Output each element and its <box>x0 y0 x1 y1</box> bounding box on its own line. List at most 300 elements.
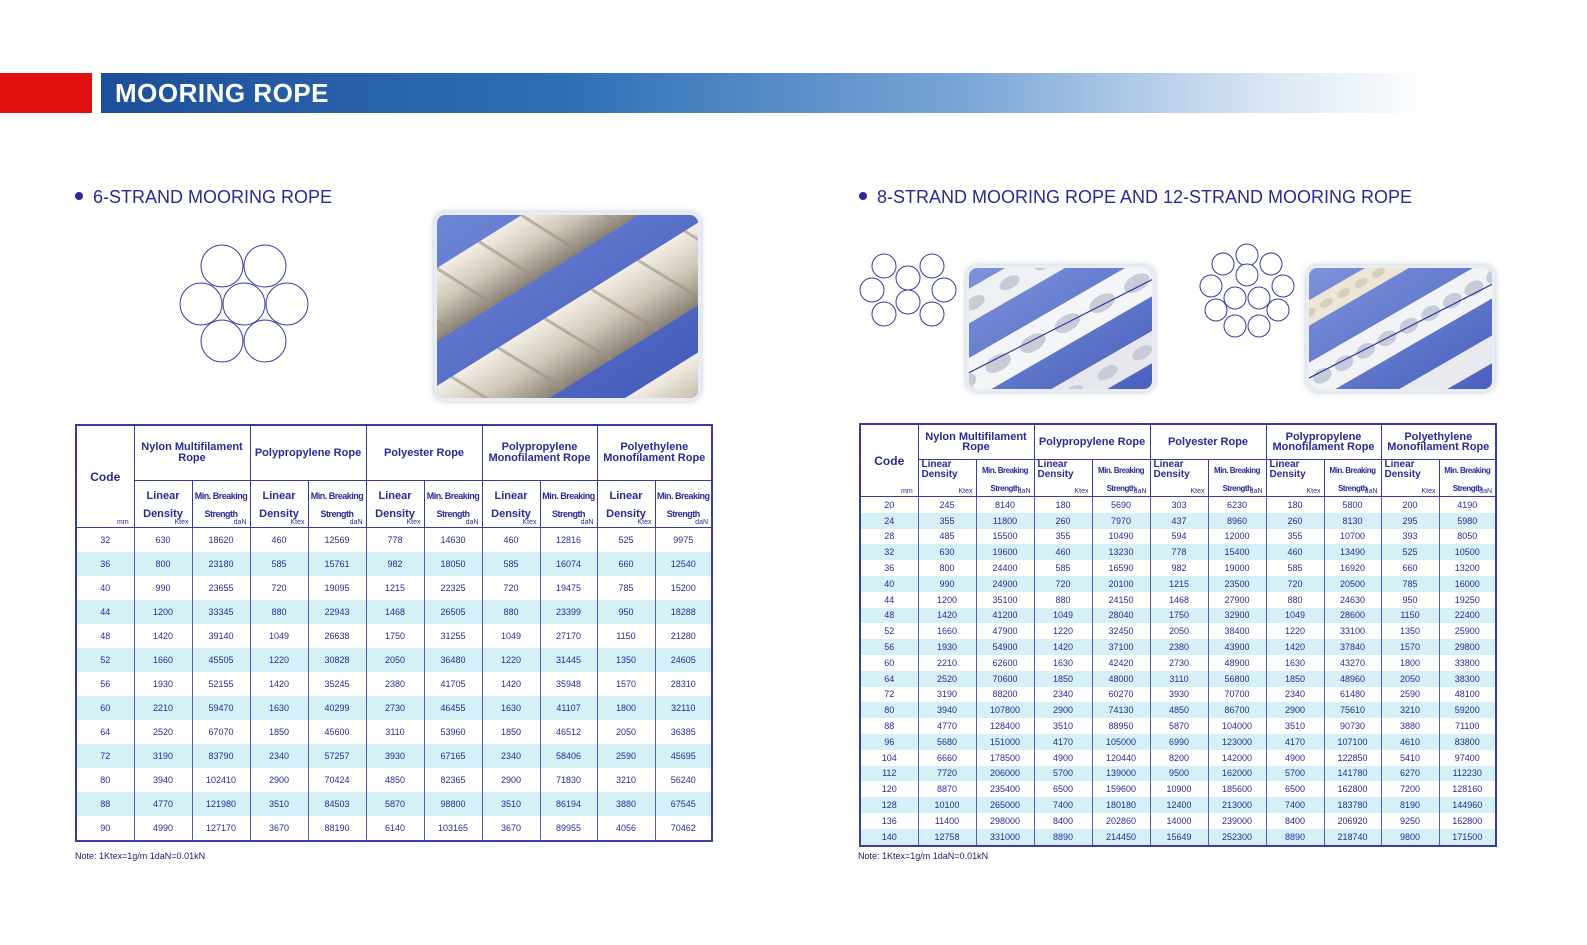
linear-density-label: Linear Density <box>1153 459 1190 480</box>
value-cell: 8130 <box>1324 513 1381 529</box>
linear-density-unit: Ktex <box>1306 488 1321 495</box>
value-cell: 121980 <box>192 792 250 816</box>
table-row <box>860 560 1496 576</box>
value-cell: 7400 <box>1034 797 1092 813</box>
table-row <box>76 528 712 553</box>
value-cell: 21280 <box>655 624 712 648</box>
table-row <box>860 576 1496 592</box>
value-cell: 61480 <box>1324 687 1381 703</box>
value-cell: 1220 <box>1034 623 1092 639</box>
value-cell: 8890 <box>1034 829 1092 846</box>
value-cell: 1215 <box>1150 576 1208 592</box>
value-cell: 67070 <box>192 720 250 744</box>
value-cell: 13200 <box>1439 560 1496 576</box>
page-title: MOORING ROPE <box>115 78 330 108</box>
value-cell: 128400 <box>976 718 1034 734</box>
value-cell: 97400 <box>1439 750 1496 766</box>
value-cell: 86194 <box>540 792 597 816</box>
strength-unit: daN <box>233 519 247 526</box>
code-cell: 72 <box>860 687 918 703</box>
min-breaking-strength-label: Min. Breaking Strength <box>982 466 1028 493</box>
value-cell: 3190 <box>134 744 192 768</box>
code-label: Code <box>874 453 905 468</box>
min-breaking-strength-label: Min. Breaking Strength <box>1329 466 1376 493</box>
value-cell: 120440 <box>1092 750 1150 766</box>
value-cell: 35245 <box>308 672 366 696</box>
table-row <box>76 696 712 720</box>
value-cell: 265000 <box>976 797 1034 813</box>
bullet-icon <box>75 192 83 200</box>
value-cell: 105000 <box>1092 734 1150 750</box>
value-cell: 48960 <box>1324 671 1381 687</box>
value-cell: 2210 <box>134 696 192 720</box>
min-breaking-strength-label: Min. Breaking Strength <box>194 491 248 519</box>
code-cell: 36 <box>76 552 134 576</box>
value-cell: 9800 <box>1381 829 1439 846</box>
value-cell: 84503 <box>308 792 366 816</box>
value-cell: 36480 <box>424 648 482 672</box>
value-cell: 60270 <box>1092 687 1150 703</box>
value-cell: 112230 <box>1439 766 1496 782</box>
value-cell: 83800 <box>1439 734 1496 750</box>
value-cell: 6660 <box>918 750 976 766</box>
value-cell: 171500 <box>1439 829 1496 846</box>
value-cell: 127170 <box>192 816 250 841</box>
value-cell: 1570 <box>597 672 655 696</box>
value-cell: 180 <box>1034 497 1092 513</box>
min-breaking-strength-label: Min. Breaking Strength <box>1214 466 1260 493</box>
linear-density-unit: Ktex <box>522 519 537 526</box>
table-row <box>76 744 712 768</box>
code-cell: 128 <box>860 797 918 813</box>
value-cell: 2730 <box>366 696 424 720</box>
value-cell: 98800 <box>424 792 482 816</box>
value-cell: 3510 <box>482 792 540 816</box>
value-cell: 5680 <box>918 734 976 750</box>
value-cell: 162800 <box>1324 781 1381 797</box>
value-cell: 22325 <box>424 576 482 600</box>
value-cell: 74130 <box>1092 702 1150 718</box>
group-header-nylon: Nylon Multifilament Rope <box>134 425 250 481</box>
value-cell: 6140 <box>366 816 424 841</box>
value-cell: 1800 <box>597 696 655 720</box>
value-cell: 2520 <box>918 671 976 687</box>
value-cell: 11400 <box>918 813 976 829</box>
eight-strand-rope-photo <box>969 268 1152 389</box>
min-breaking-strength-label: Min. Breaking Strength <box>542 491 595 519</box>
strength-unit: daN <box>1133 488 1147 495</box>
value-cell: 6500 <box>1266 781 1324 797</box>
value-cell: 2380 <box>1150 639 1208 655</box>
value-cell: 62600 <box>976 655 1034 671</box>
value-cell: 185600 <box>1208 781 1266 797</box>
table-row <box>860 813 1496 829</box>
value-cell: 720 <box>482 576 540 600</box>
value-cell: 6990 <box>1150 734 1208 750</box>
table-row <box>76 600 712 624</box>
value-cell: 525 <box>1381 544 1439 560</box>
value-cell: 800 <box>918 560 976 576</box>
value-cell: 162800 <box>1439 813 1496 829</box>
strength-unit: daN <box>1479 488 1493 495</box>
value-cell: 4900 <box>1034 750 1092 766</box>
value-cell: 122850 <box>1324 750 1381 766</box>
value-cell: 1750 <box>366 624 424 648</box>
value-cell: 1850 <box>1034 671 1092 687</box>
value-cell: 89955 <box>540 816 597 841</box>
value-cell: 45600 <box>308 720 366 744</box>
value-cell: 660 <box>1381 560 1439 576</box>
value-cell: 1630 <box>250 696 308 720</box>
group-header-pp-monofilament: Polypropylene Monofilament Rope <box>482 425 597 481</box>
linear-density-label: Linear Density <box>143 490 183 520</box>
section-title-6-strand-text: 6-STRAND MOORING ROPE <box>93 187 333 207</box>
value-cell: 1220 <box>250 648 308 672</box>
value-cell: 720 <box>250 576 308 600</box>
value-cell: 56240 <box>655 768 712 792</box>
value-cell: 8890 <box>1266 829 1324 846</box>
value-cell: 200 <box>1381 497 1439 513</box>
value-cell: 2050 <box>366 648 424 672</box>
value-cell: 585 <box>250 552 308 576</box>
value-cell: 1930 <box>918 639 976 655</box>
value-cell: 3880 <box>1381 718 1439 734</box>
value-cell: 28600 <box>1324 608 1381 624</box>
value-cell: 4770 <box>134 792 192 816</box>
value-cell: 90730 <box>1324 718 1381 734</box>
value-cell: 213000 <box>1208 797 1266 813</box>
value-cell: 12816 <box>540 528 597 553</box>
min-breaking-strength-header <box>424 481 482 528</box>
value-cell: 45695 <box>655 744 712 768</box>
value-cell: 880 <box>1034 592 1092 608</box>
value-cell: 260 <box>1266 513 1324 529</box>
table-row <box>860 639 1496 655</box>
value-cell: 1420 <box>1034 639 1092 655</box>
bullet-icon <box>859 192 867 200</box>
value-cell: 437 <box>1150 513 1208 529</box>
value-cell: 4610 <box>1381 734 1439 750</box>
value-cell: 460 <box>482 528 540 553</box>
strength-unit: daN <box>580 519 594 526</box>
value-cell: 16074 <box>540 552 597 576</box>
min-breaking-strength-label: Min. Breaking Strength <box>657 491 710 519</box>
value-cell: 39140 <box>192 624 250 648</box>
value-cell: 13230 <box>1092 544 1150 560</box>
linear-density-header <box>1266 460 1324 497</box>
value-cell: 33100 <box>1324 623 1381 639</box>
value-cell: 180 <box>1266 497 1324 513</box>
value-cell: 1570 <box>1381 639 1439 655</box>
linear-density-label: Linear Density <box>921 459 958 480</box>
value-cell: 8050 <box>1439 529 1496 545</box>
value-cell: 102410 <box>192 768 250 792</box>
value-cell: 202860 <box>1092 813 1150 829</box>
value-cell: 33800 <box>1439 655 1496 671</box>
table-row <box>76 792 712 816</box>
value-cell: 4900 <box>1266 750 1324 766</box>
value-cell: 3510 <box>250 792 308 816</box>
value-cell: 32110 <box>655 696 712 720</box>
value-cell: 2380 <box>366 672 424 696</box>
value-cell: 4170 <box>1034 734 1092 750</box>
value-cell: 32900 <box>1208 608 1266 624</box>
twelve-strand-cross-section-diagram <box>1198 242 1298 340</box>
value-cell: 22400 <box>1439 608 1496 624</box>
code-unit: mm <box>117 519 129 526</box>
value-cell: 3110 <box>1150 671 1208 687</box>
value-cell: 1468 <box>366 600 424 624</box>
value-cell: 4850 <box>366 768 424 792</box>
value-cell: 206920 <box>1324 813 1381 829</box>
value-cell: 720 <box>1034 576 1092 592</box>
value-cell: 35948 <box>540 672 597 696</box>
value-cell: 27900 <box>1208 592 1266 608</box>
value-cell: 40299 <box>308 696 366 720</box>
linear-density-label: Linear Density <box>1269 459 1306 480</box>
group-header-polypropylene: Polypropylene Rope <box>250 425 366 481</box>
value-cell: 460 <box>250 528 308 553</box>
note-right: Note: 1Ktex=1g/m 1daN=0.01kN <box>858 851 989 861</box>
group-header-pp-monofilament: Polypropylene Monofilament Rope <box>1266 424 1381 460</box>
linear-density-unit: Ktex <box>1190 488 1205 495</box>
code-cell: 56 <box>860 639 918 655</box>
value-cell: 53960 <box>424 720 482 744</box>
value-cell: 252300 <box>1208 829 1266 846</box>
code-cell: 60 <box>860 655 918 671</box>
value-cell: 778 <box>366 528 424 553</box>
linear-density-header <box>597 481 655 528</box>
code-cell: 72 <box>76 744 134 768</box>
value-cell: 83790 <box>192 744 250 768</box>
value-cell: 1850 <box>482 720 540 744</box>
code-cell: 64 <box>76 720 134 744</box>
value-cell: 5800 <box>1324 497 1381 513</box>
value-cell: 3670 <box>482 816 540 841</box>
value-cell: 103165 <box>424 816 482 841</box>
value-cell: 86700 <box>1208 702 1266 718</box>
value-cell: 59470 <box>192 696 250 720</box>
value-cell: 214450 <box>1092 829 1150 846</box>
value-cell: 2050 <box>1381 671 1439 687</box>
value-cell: 12540 <box>655 552 712 576</box>
code-cell: 44 <box>860 592 918 608</box>
sub-header-row <box>860 460 1496 497</box>
value-cell: 2520 <box>134 720 192 744</box>
value-cell: 13490 <box>1324 544 1381 560</box>
value-cell: 990 <box>134 576 192 600</box>
table-row <box>860 655 1496 671</box>
table-row <box>76 648 712 672</box>
value-cell: 28310 <box>655 672 712 696</box>
code-cell: 104 <box>860 750 918 766</box>
min-breaking-strength-label: Min. Breaking Strength <box>1098 466 1144 493</box>
six-strand-rope-photo <box>437 215 698 398</box>
group-header-pe-monofilament: Polyethylene Monofilament Rope <box>1381 424 1496 460</box>
value-cell: 70600 <box>976 671 1034 687</box>
linear-density-unit: Ktex <box>958 488 973 495</box>
table-row <box>860 687 1496 703</box>
value-cell: 41705 <box>424 672 482 696</box>
value-cell: 15761 <box>308 552 366 576</box>
value-cell: 355 <box>1266 529 1324 545</box>
value-cell: 2050 <box>597 720 655 744</box>
value-cell: 1630 <box>1266 655 1324 671</box>
strength-unit: daN <box>695 519 709 526</box>
section-title-6-strand <box>75 186 332 208</box>
value-cell: 331000 <box>976 829 1034 846</box>
linear-density-label: Linear Density <box>1037 459 1074 480</box>
value-cell: 2900 <box>1034 702 1092 718</box>
value-cell: 393 <box>1381 529 1439 545</box>
value-cell: 23399 <box>540 600 597 624</box>
value-cell: 45505 <box>192 648 250 672</box>
value-cell: 6270 <box>1381 766 1439 782</box>
value-cell: 1930 <box>134 672 192 696</box>
value-cell: 660 <box>597 552 655 576</box>
code-cell: 88 <box>860 718 918 734</box>
value-cell: 31255 <box>424 624 482 648</box>
value-cell: 1220 <box>1266 623 1324 639</box>
table-row <box>860 529 1496 545</box>
min-breaking-strength-header <box>1208 460 1266 497</box>
value-cell: 46455 <box>424 696 482 720</box>
value-cell: 485 <box>918 529 976 545</box>
linear-density-unit: Ktex <box>1074 488 1089 495</box>
value-cell: 1200 <box>134 600 192 624</box>
value-cell: 14000 <box>1150 813 1208 829</box>
min-breaking-strength-header <box>540 481 597 528</box>
group-header-polypropylene: Polypropylene Rope <box>1034 424 1150 460</box>
value-cell: 1420 <box>250 672 308 696</box>
value-cell: 3940 <box>918 702 976 718</box>
code-cell: 28 <box>860 529 918 545</box>
value-cell: 206000 <box>976 766 1034 782</box>
value-cell: 123000 <box>1208 734 1266 750</box>
code-cell: 56 <box>76 672 134 696</box>
linear-density-header <box>1381 460 1439 497</box>
value-cell: 4170 <box>1266 734 1324 750</box>
table-row <box>860 797 1496 813</box>
code-cell: 80 <box>76 768 134 792</box>
value-cell: 5870 <box>366 792 424 816</box>
value-cell: 1049 <box>250 624 308 648</box>
value-cell: 28040 <box>1092 608 1150 624</box>
strength-unit: daN <box>1249 488 1263 495</box>
table-row <box>860 702 1496 718</box>
value-cell: 32450 <box>1092 623 1150 639</box>
strength-unit: daN <box>465 519 479 526</box>
value-cell: 142000 <box>1208 750 1266 766</box>
value-cell: 56800 <box>1208 671 1266 687</box>
min-breaking-strength-header <box>1324 460 1381 497</box>
linear-density-unit: Ktex <box>1421 488 1436 495</box>
linear-density-header <box>918 460 976 497</box>
value-cell: 42420 <box>1092 655 1150 671</box>
table-row <box>76 624 712 648</box>
table-row <box>76 768 712 792</box>
code-cell: 112 <box>860 766 918 782</box>
value-cell: 1850 <box>1266 671 1324 687</box>
value-cell: 27170 <box>540 624 597 648</box>
value-cell: 104000 <box>1208 718 1266 734</box>
code-cell: 40 <box>860 576 918 592</box>
value-cell: 12000 <box>1208 529 1266 545</box>
value-cell: 778 <box>1150 544 1208 560</box>
note-left: Note: 1Ktex=1g/m 1daN=0.01kN <box>75 851 206 861</box>
eight-twelve-strand-spec-table <box>859 423 1497 847</box>
value-cell: 46512 <box>540 720 597 744</box>
value-cell: 3930 <box>366 744 424 768</box>
value-cell: 950 <box>597 600 655 624</box>
min-breaking-strength-header <box>1439 460 1496 497</box>
code-cell: 90 <box>76 816 134 841</box>
value-cell: 19095 <box>308 576 366 600</box>
value-cell: 235400 <box>976 781 1034 797</box>
value-cell: 5980 <box>1439 513 1496 529</box>
min-breaking-strength-header <box>192 481 250 528</box>
value-cell: 5700 <box>1034 766 1092 782</box>
linear-density-unit: Ktex <box>174 519 189 526</box>
value-cell: 38400 <box>1208 623 1266 639</box>
min-breaking-strength-label: Min. Breaking Strength <box>310 491 364 519</box>
group-header-polyester: Polyester Rope <box>1150 424 1266 460</box>
code-header <box>860 424 918 497</box>
min-breaking-strength-label: Min. Breaking Strength <box>426 491 480 519</box>
eight-strand-cross-section-diagram <box>858 251 960 331</box>
table-row <box>860 623 1496 639</box>
value-cell: 1630 <box>1034 655 1092 671</box>
value-cell: 3190 <box>918 687 976 703</box>
value-cell: 9250 <box>1381 813 1439 829</box>
value-cell: 2900 <box>482 768 540 792</box>
code-cell: 136 <box>860 813 918 829</box>
value-cell: 16920 <box>1324 560 1381 576</box>
value-cell: 982 <box>366 552 424 576</box>
value-cell: 880 <box>1266 592 1324 608</box>
linear-density-header <box>134 481 192 528</box>
value-cell: 88950 <box>1092 718 1150 734</box>
value-cell: 36385 <box>655 720 712 744</box>
value-cell: 18620 <box>192 528 250 553</box>
table-row <box>860 513 1496 529</box>
value-cell: 43900 <box>1208 639 1266 655</box>
value-cell: 2730 <box>1150 655 1208 671</box>
value-cell: 19600 <box>976 544 1034 560</box>
section-title-8-12-strand <box>859 186 1412 208</box>
eight-twelve-strand-table-body <box>860 497 1496 846</box>
group-header-pe-monofilament: Polyethylene Monofilament Rope <box>597 425 712 481</box>
group-header-polyester: Polyester Rope <box>366 425 482 481</box>
value-cell: 3210 <box>597 768 655 792</box>
value-cell: 5700 <box>1266 766 1324 782</box>
value-cell: 2210 <box>918 655 976 671</box>
value-cell: 1150 <box>597 624 655 648</box>
value-cell: 8960 <box>1208 513 1266 529</box>
value-cell: 12400 <box>1150 797 1208 813</box>
value-cell: 800 <box>134 552 192 576</box>
value-cell: 48000 <box>1092 671 1150 687</box>
value-cell: 19000 <box>1208 560 1266 576</box>
value-cell: 1660 <box>918 623 976 639</box>
value-cell: 37100 <box>1092 639 1150 655</box>
code-cell: 44 <box>76 600 134 624</box>
value-cell: 4190 <box>1439 497 1496 513</box>
table-row <box>860 734 1496 750</box>
code-cell: 52 <box>860 623 918 639</box>
value-cell: 67545 <box>655 792 712 816</box>
table-row <box>860 544 1496 560</box>
